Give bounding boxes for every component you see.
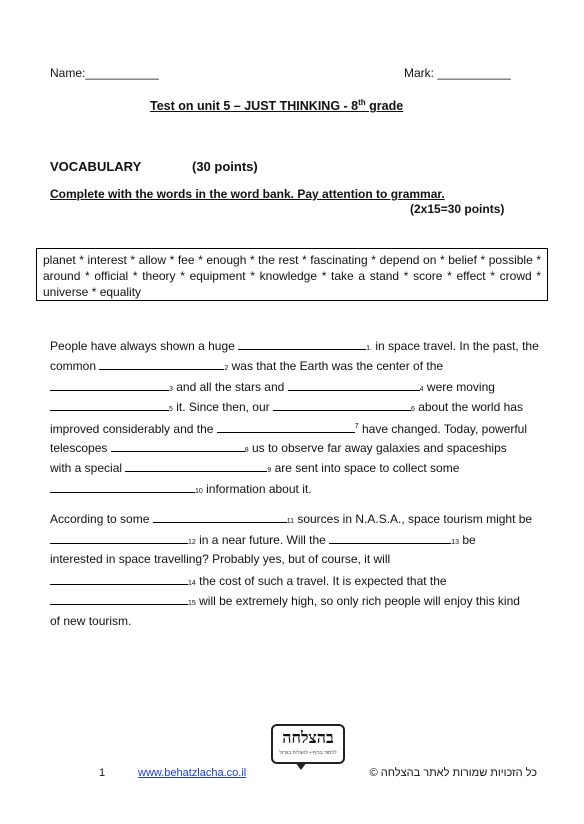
- test-title: [150, 98, 403, 113]
- mark-field: Mark: ___________: [404, 66, 511, 80]
- blank-11[interactable]: [153, 511, 287, 523]
- blank-number: 12: [188, 539, 196, 546]
- logo-text: בהצלחה: [282, 728, 334, 747]
- blank-7[interactable]: [217, 421, 355, 433]
- p2-line-4: [50, 573, 447, 591]
- text: are sent into space to collect some: [271, 461, 460, 475]
- word-bank: planet * interest * allow * fee * enough * the rest * fascinating * depend on * belief * possible * around * official * theory * equipment * knowledge * take a stand * score * effect * crowd * universe * equality: [36, 248, 548, 301]
- blank-4[interactable]: [288, 379, 420, 391]
- text: with a special: [50, 461, 126, 475]
- blank-5[interactable]: [50, 399, 169, 411]
- text: People have always shown a huge: [50, 339, 239, 353]
- blank-number: 15: [188, 600, 196, 607]
- blank-14[interactable]: [50, 573, 188, 585]
- text: in a near future. Will the: [195, 533, 330, 547]
- text: common: [50, 359, 100, 373]
- p1-line-6: [50, 440, 507, 458]
- blank-6[interactable]: [273, 399, 411, 411]
- p2-line-3: [50, 552, 390, 566]
- section-heading: VOCABULARY: [50, 159, 142, 174]
- text: be: [459, 533, 476, 547]
- text: According to some: [50, 512, 153, 526]
- text: and all the stars and: [172, 380, 288, 394]
- blank-number: 1.: [366, 345, 372, 352]
- p1-line-8: [50, 481, 312, 499]
- p1-line-7: [50, 460, 459, 478]
- blank-1[interactable]: [238, 338, 366, 350]
- text: was that the Earth was the center of the: [228, 359, 444, 373]
- site-logo: [271, 724, 345, 764]
- text: sources in N.A.S.A., space tourism might be: [294, 512, 533, 526]
- text: the cost of such a travel. It is expected that the: [195, 574, 447, 588]
- blank-number: 3: [169, 386, 173, 393]
- text: telescopes: [50, 441, 111, 455]
- p1-line-1: [50, 338, 539, 356]
- text: information about it.: [202, 482, 312, 496]
- text: us to observe far away galaxies and spaceships: [248, 441, 507, 455]
- title-sup: th: [358, 98, 366, 107]
- blank-13[interactable]: [329, 532, 451, 544]
- logo-speech-tail: [295, 762, 307, 770]
- p2-line-1: [50, 511, 532, 529]
- blank-number: 13: [451, 539, 459, 546]
- p2-line-2: [50, 532, 476, 550]
- blank-number: 9: [267, 467, 272, 474]
- copyright-notice: כל הזכויות שמורות לאתר בהצלחה ©: [369, 767, 537, 779]
- text: of new tourism.: [50, 614, 132, 628]
- text: will be extremely high, so only rich people will enjoy this kind: [195, 594, 520, 608]
- blank-15[interactable]: [50, 593, 188, 605]
- page-number: 1: [99, 767, 106, 779]
- text: were moving: [423, 380, 495, 394]
- blank-9[interactable]: [125, 460, 267, 472]
- p2-line-5: [50, 593, 520, 611]
- section-points: (30 points): [192, 159, 258, 174]
- blank-number: 11: [286, 518, 294, 525]
- logo-tagline: ללמוד בכיף • להצליח בגדול: [279, 750, 337, 756]
- blank-number: 8: [244, 447, 249, 454]
- blank-number: 4: [419, 386, 424, 393]
- blank-number: 14: [188, 580, 196, 587]
- text: improved considerably and the: [50, 422, 217, 436]
- p1-line-5: [50, 420, 527, 436]
- instruction: Complete with the words in the word bank. Pay attention to grammar.: [50, 187, 445, 201]
- p2-line-6: [50, 614, 131, 628]
- website-link[interactable]: www.behatzlacha.co.il: [138, 767, 247, 779]
- text: it. Since then, our: [172, 400, 273, 414]
- blank-number: 5: [169, 406, 173, 413]
- name-field: Name:___________: [50, 66, 159, 80]
- blank-8[interactable]: [111, 440, 245, 452]
- p1-line-2: [50, 358, 443, 376]
- blank-3[interactable]: [50, 379, 169, 391]
- text: about the world has: [414, 400, 523, 414]
- text: interested in space travelling? Probably yes, but of course, it will: [50, 552, 391, 566]
- text: in space travel. In the past, the: [371, 339, 539, 353]
- blank-number: 10: [195, 488, 203, 495]
- title-grade: grade: [365, 99, 404, 114]
- text: have changed. Today, powerful: [358, 422, 528, 436]
- blank-2[interactable]: [99, 358, 224, 370]
- blank-10[interactable]: [50, 481, 195, 493]
- p1-line-3: [50, 379, 495, 397]
- p1-line-4: [50, 399, 523, 417]
- blank-number: 2: [224, 365, 229, 372]
- scoring: (2x15=30 points): [410, 202, 505, 216]
- blank-number: 7: [354, 423, 359, 430]
- title-main: Test on unit 5 – JUST THINKING - 8: [150, 99, 359, 114]
- blank-number: 6: [410, 406, 415, 413]
- blank-12[interactable]: [50, 532, 188, 544]
